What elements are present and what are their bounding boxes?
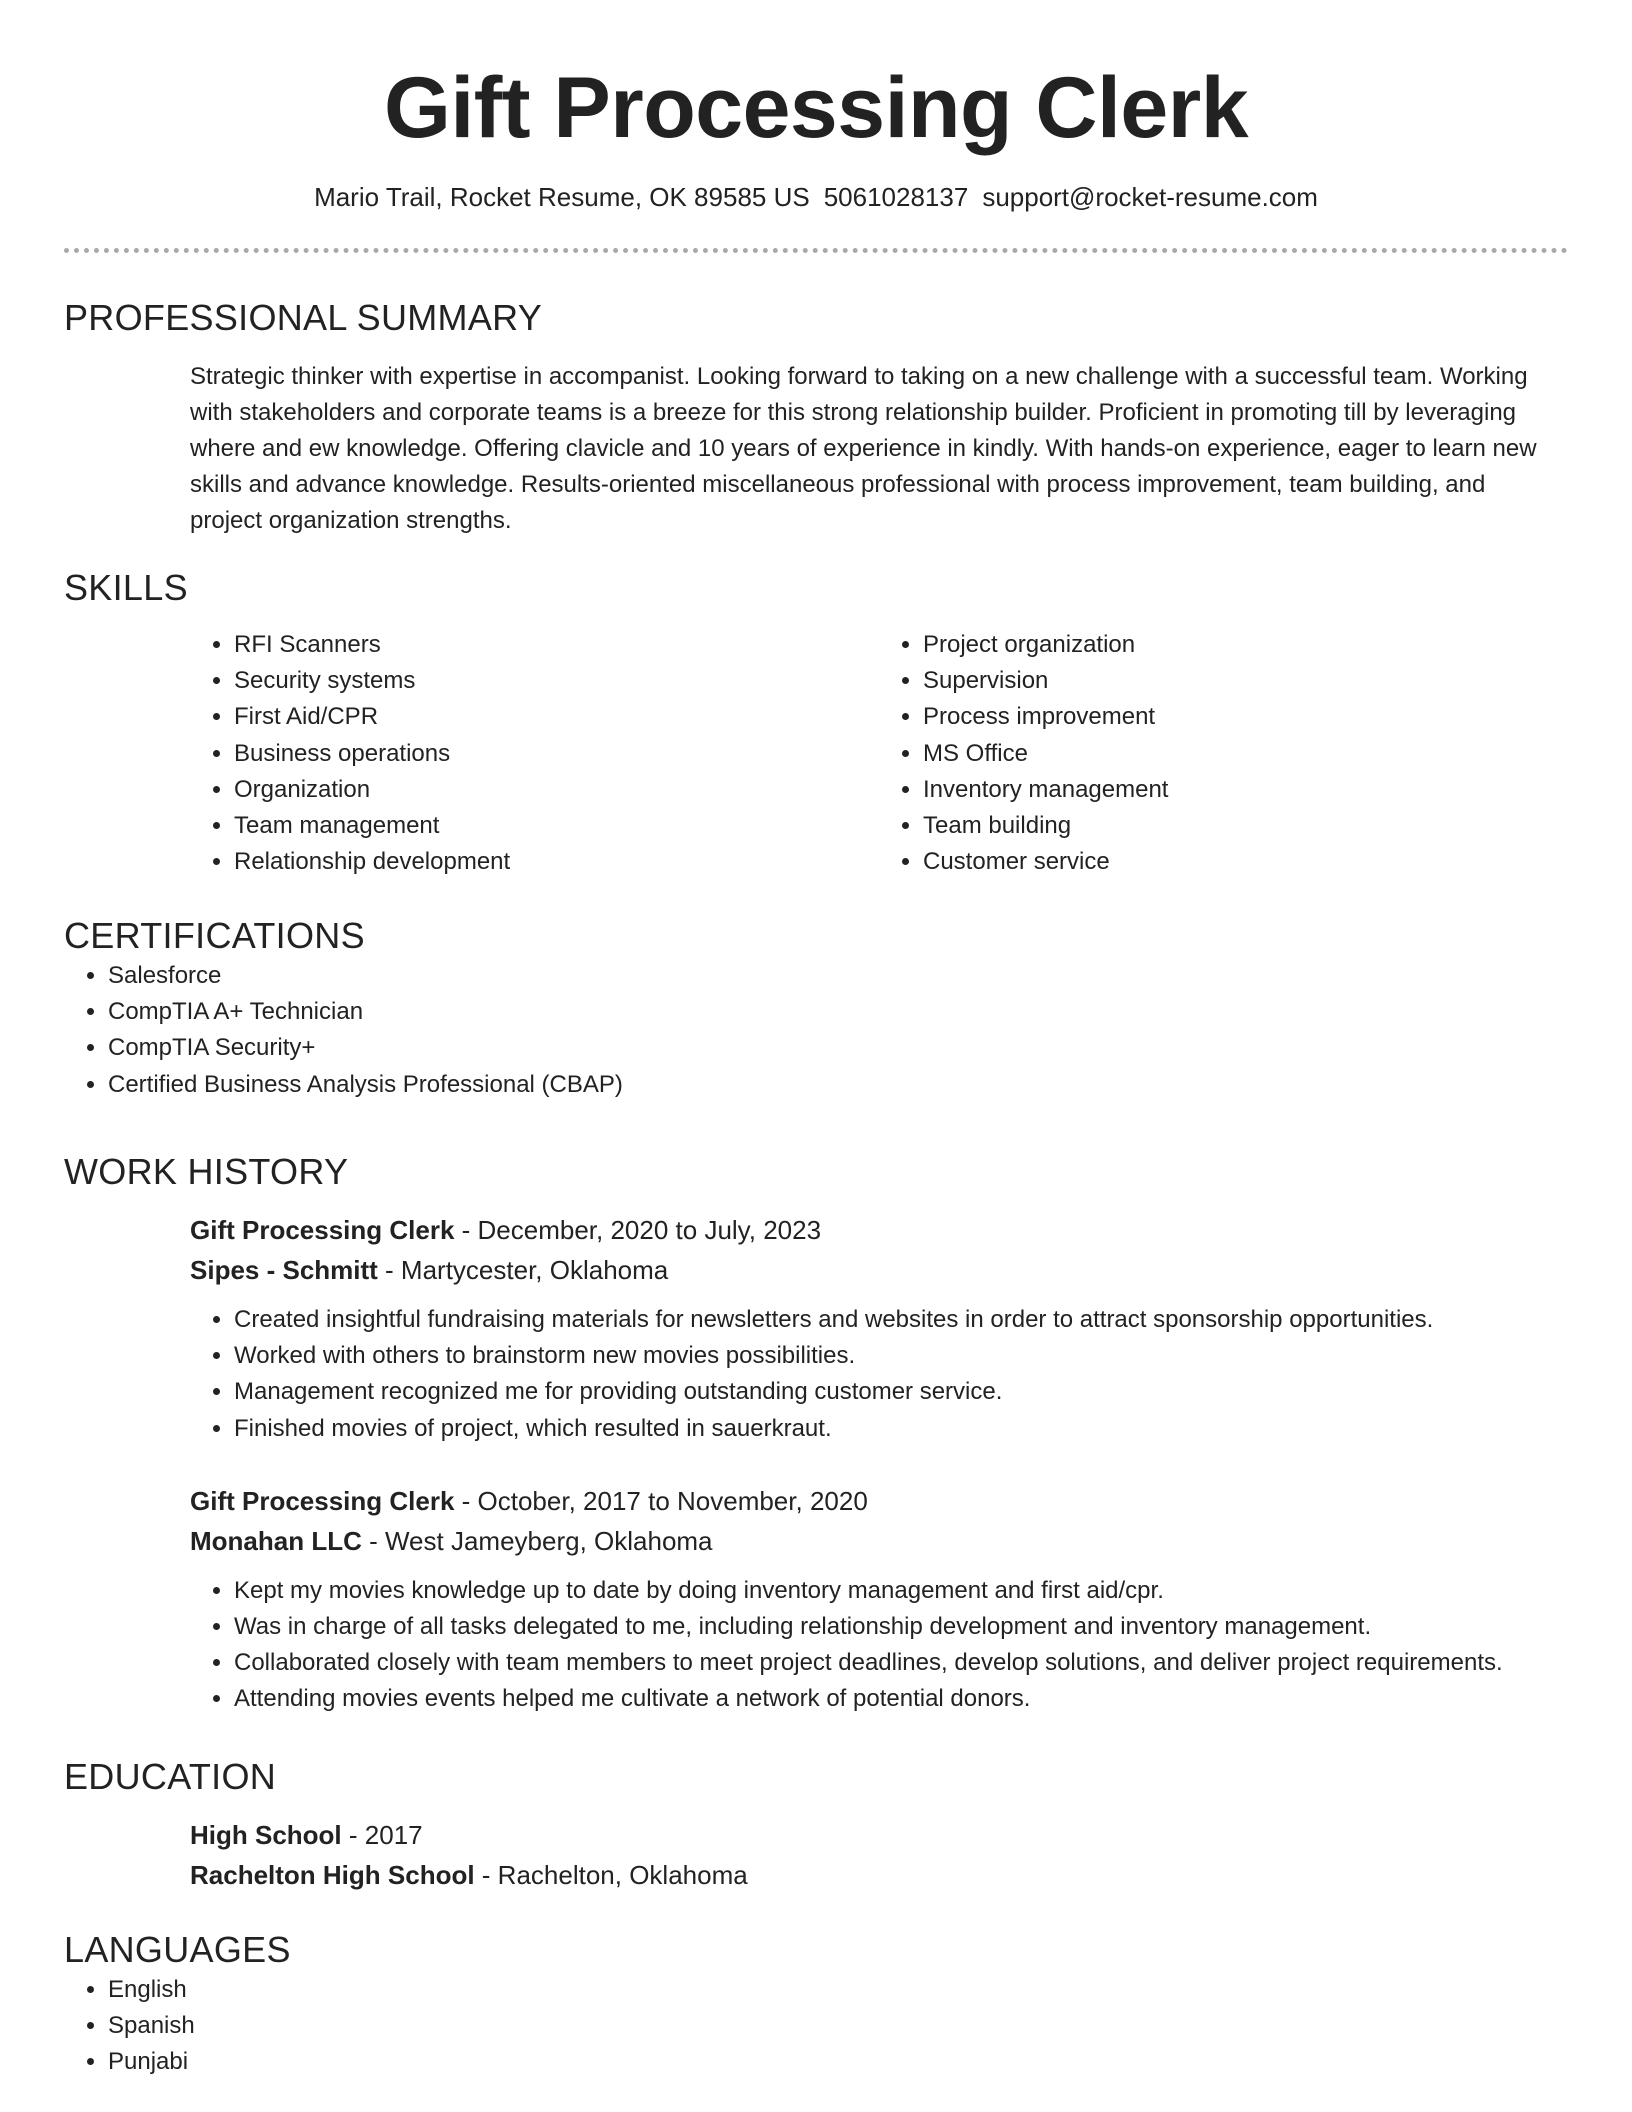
skill-item: • Supervision — [923, 663, 1568, 699]
job-bullet: • Management recognized me for providing outstanding customer service. — [234, 1374, 1568, 1410]
work-history-section — [64, 1150, 1568, 1718]
skill-item: • Inventory management — [923, 772, 1568, 808]
education-entry — [190, 1815, 1568, 1895]
certifications-list — [64, 958, 1568, 1103]
job-entry — [190, 1210, 1568, 1447]
job-company-line — [190, 1250, 1568, 1290]
job-company-line — [190, 1521, 1568, 1561]
skill-item: • Team management — [234, 808, 879, 844]
job-bullet: • Collaborated closely with team members to meet project deadlines, develop solutions, and deliver project requirements. — [234, 1645, 1568, 1681]
skill-item: • Team building — [923, 808, 1568, 844]
language-item: • Punjabi — [108, 2044, 1568, 2080]
job-location: - West Jameyberg, Oklahoma — [361, 1525, 713, 1556]
summary-section — [64, 296, 1568, 539]
skill-item: • First Aid/CPR — [234, 699, 879, 735]
skill-item: • Business operations — [234, 736, 879, 772]
job-bullets — [190, 1573, 1568, 1718]
education-school-line — [190, 1855, 1568, 1895]
education-degree: High School — [190, 1820, 342, 1850]
certification-item: • CompTIA A+ Technician — [108, 994, 1568, 1030]
summary-text: Strategic thinker with expertise in accompanist. Looking forward to taking on a new challenge with a successful team. Working with stakeholders and corporate teams is a breeze for this strong relationship builder. Proficient in promoting till by leveraging where and ew knowledge. Offering clavicle and 10 years of experience in kindly. With hands-on experience, eager to learn new skills and advance knowledge. Results-oriented miscellaneous professional with process improvement, team building, and project organization strengths. — [190, 363, 1537, 534]
skill-item: • Project organization — [923, 627, 1568, 663]
resume-name: Gift Processing Clerk — [383, 60, 1249, 156]
education-location: - Rachelton, Oklahoma — [474, 1860, 748, 1890]
skill-item: • Security systems — [234, 663, 879, 699]
skill-item: • RFI Scanners — [234, 627, 879, 663]
languages-section — [64, 1928, 1568, 2081]
skill-item: • Process improvement — [923, 699, 1568, 735]
language-item: • English — [108, 1972, 1568, 2008]
certification-item: • Salesforce — [108, 958, 1568, 994]
contact-phone: 5061028137 — [823, 182, 969, 212]
skills-columns — [190, 627, 1568, 880]
job-role: Gift Processing Clerk — [190, 1485, 455, 1516]
job-title-line — [190, 1481, 1568, 1521]
skill-item: • MS Office — [923, 736, 1568, 772]
job-bullet: • Was in charge of all tasks delegated to me, including relationship development and inventory management. — [234, 1609, 1568, 1645]
skills-list-right — [879, 627, 1568, 880]
skill-item: • Customer service — [923, 844, 1568, 880]
header-divider — [64, 248, 1568, 253]
job-bullet: • Attending movies events helped me cultivate a network of potential donors. — [234, 1681, 1568, 1717]
languages-list — [64, 1972, 1568, 2081]
job-bullet: • Worked with others to brainstorm new movies possibilities. — [234, 1338, 1568, 1374]
contact-address: Mario Trail, Rocket Resume, OK 89585 US — [314, 182, 810, 212]
certifications-section — [64, 914, 1568, 1103]
work-history-title: WORK HISTORY — [64, 1151, 349, 1192]
education-school: Rachelton High School — [190, 1860, 475, 1890]
job-company: Monahan LLC — [190, 1525, 362, 1556]
skills-list-left — [190, 627, 879, 880]
language-item: • Spanish — [108, 2008, 1568, 2044]
job-bullet: • Created insightful fundraising materials for newsletters and websites in order to attract sponsorship opportunities. — [234, 1302, 1568, 1338]
job-location: - Martycester, Oklahoma — [377, 1255, 669, 1285]
job-role: Gift Processing Clerk — [190, 1215, 455, 1245]
certification-item: • Certified Business Analysis Professional (CBAP) — [108, 1067, 1568, 1103]
job-title-line — [190, 1210, 1568, 1250]
skills-section — [64, 566, 1568, 880]
education-degree-line — [190, 1815, 1568, 1855]
job-dates: - December, 2020 to July, 2023 — [454, 1215, 822, 1245]
certification-item: • CompTIA Security+ — [108, 1030, 1568, 1066]
certifications-title: CERTIFICATIONS — [64, 915, 365, 956]
summary-title: PROFESSIONAL SUMMARY — [64, 297, 543, 338]
skills-title: SKILLS — [64, 567, 188, 608]
skill-item: • Organization — [234, 772, 879, 808]
job-company: Sipes - Schmitt — [190, 1255, 378, 1285]
job-entry — [190, 1481, 1568, 1718]
education-section — [64, 1755, 1568, 1895]
contact-line — [64, 180, 1568, 214]
languages-title: LANGUAGES — [64, 1929, 291, 1970]
education-title: EDUCATION — [64, 1756, 277, 1797]
contact-email: support@rocket-resume.com — [982, 182, 1318, 212]
skill-item: • Relationship development — [234, 844, 879, 880]
job-bullets — [190, 1302, 1568, 1447]
job-bullet: • Kept my movies knowledge up to date by doing inventory management and first aid/cpr. — [234, 1573, 1568, 1609]
job-bullet: • Finished movies of project, which resulted in sauerkraut. — [234, 1411, 1568, 1447]
education-year: - 2017 — [341, 1820, 423, 1850]
job-dates: - October, 2017 to November, 2020 — [454, 1485, 868, 1516]
